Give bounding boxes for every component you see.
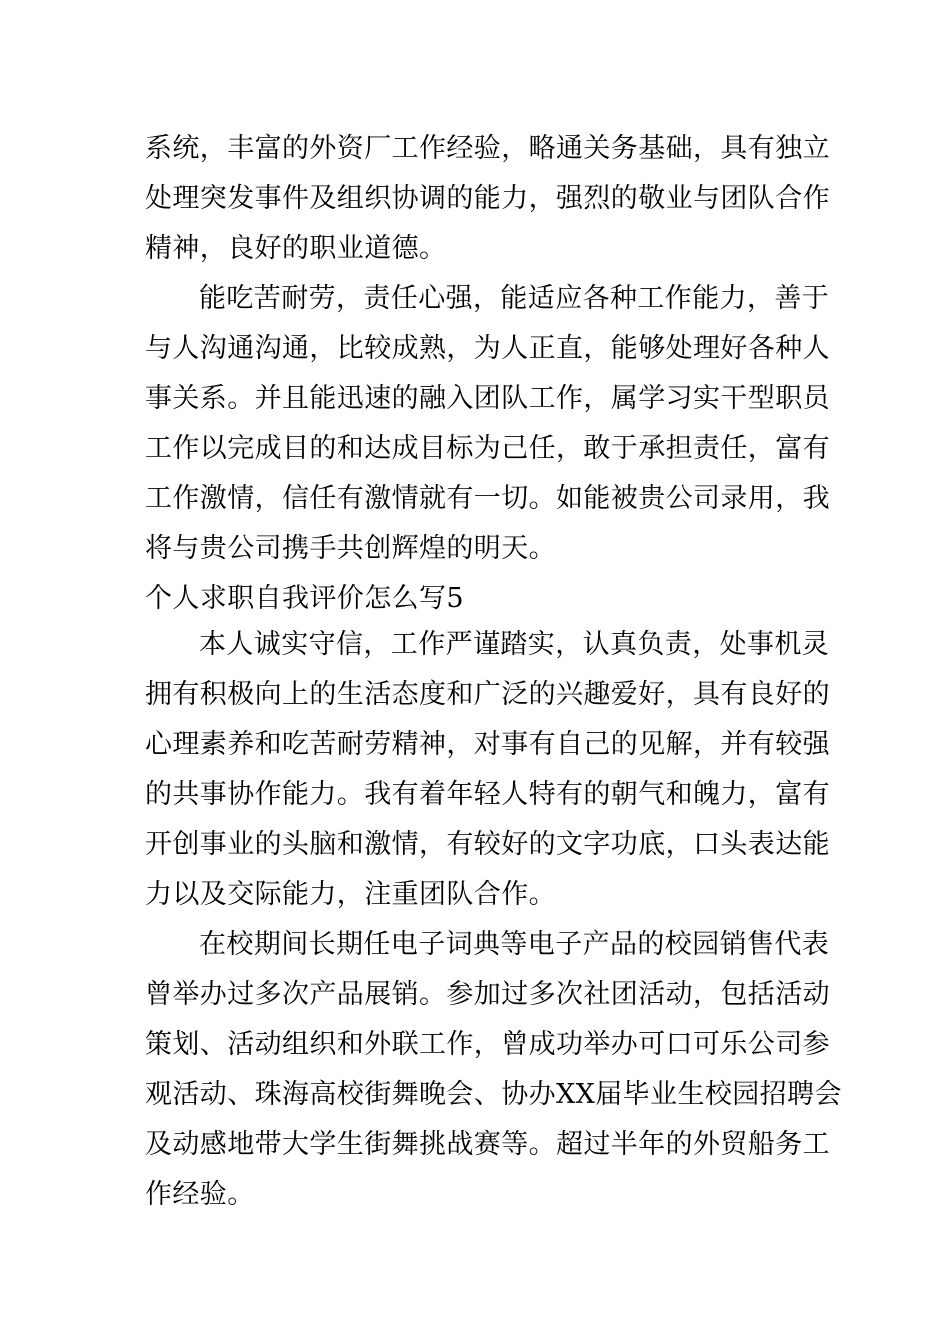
- paragraph-line: 系统，丰富的外资厂工作经验，略通关务基础，具有独立: [145, 133, 830, 164]
- paragraph-line: 心理素养和吃苦耐劳精神，对事有自己的见解，并有较强: [145, 729, 830, 760]
- paragraph-line: 工作以完成目的和达成目标为己任，敢于承担责任，富有: [145, 433, 830, 464]
- paragraph-line: 事关系。并且能迅速的融入团队工作，属学习实干型职员: [145, 383, 830, 414]
- paragraph-line: 拥有积极向上的生活态度和广泛的兴趣爱好，具有良好的: [145, 679, 830, 710]
- paragraph-line: 开创事业的头脑和激情，有较好的文字功底，口头表达能: [145, 829, 830, 860]
- section-heading-block: [145, 574, 807, 624]
- paragraph-line: 观活动、珠海高校街舞晚会、协办XX届毕业生校园招聘会: [145, 1079, 842, 1110]
- section-heading: 个人求职自我评价怎么写5: [145, 583, 464, 614]
- paragraph-line: 作经验。: [145, 1179, 255, 1210]
- paragraph-line: 在校期间长期任电子词典等电子产品的校园销售代表: [199, 929, 830, 960]
- paragraph-4: [145, 920, 842, 1220]
- paragraph-line: 与人沟通沟通，比较成熟，为人正直，能够处理好各种人: [145, 333, 830, 364]
- paragraph-line: 的共事协作能力。我有着年轻人特有的朝气和魄力，富有: [145, 779, 830, 810]
- paragraph-line: 力以及交际能力，注重团队合作。: [145, 879, 556, 910]
- paragraph-line: 策划、活动组织和外联工作，曾成功举办可口可乐公司参: [145, 1029, 830, 1060]
- paragraph-line: 精神，良好的职业道德。: [145, 233, 447, 264]
- paragraph-line: 将与贵公司携手共创辉煌的明天。: [145, 533, 556, 564]
- paragraph-2: [145, 274, 830, 574]
- paragraph-line: 本人诚实守信，工作严谨踏实，认真负责，处事机灵: [199, 629, 830, 660]
- paragraph-1: [145, 124, 830, 274]
- paragraph-line: 工作激情，信任有激情就有一切。如能被贵公司录用，我: [145, 483, 830, 514]
- paragraph-line: 曾举办过多次产品展销。参加过多次社团活动，包括活动: [145, 979, 830, 1010]
- paragraph-line: 能吃苦耐劳，责任心强，能适应各种工作能力，善于: [199, 283, 830, 314]
- paragraph-3: [145, 620, 830, 920]
- paragraph-line: 处理突发事件及组织协调的能力，强烈的敬业与团队合作: [145, 183, 830, 214]
- paragraph-line: 及动感地带大学生街舞挑战赛等。超过半年的外贸船务工: [145, 1129, 830, 1160]
